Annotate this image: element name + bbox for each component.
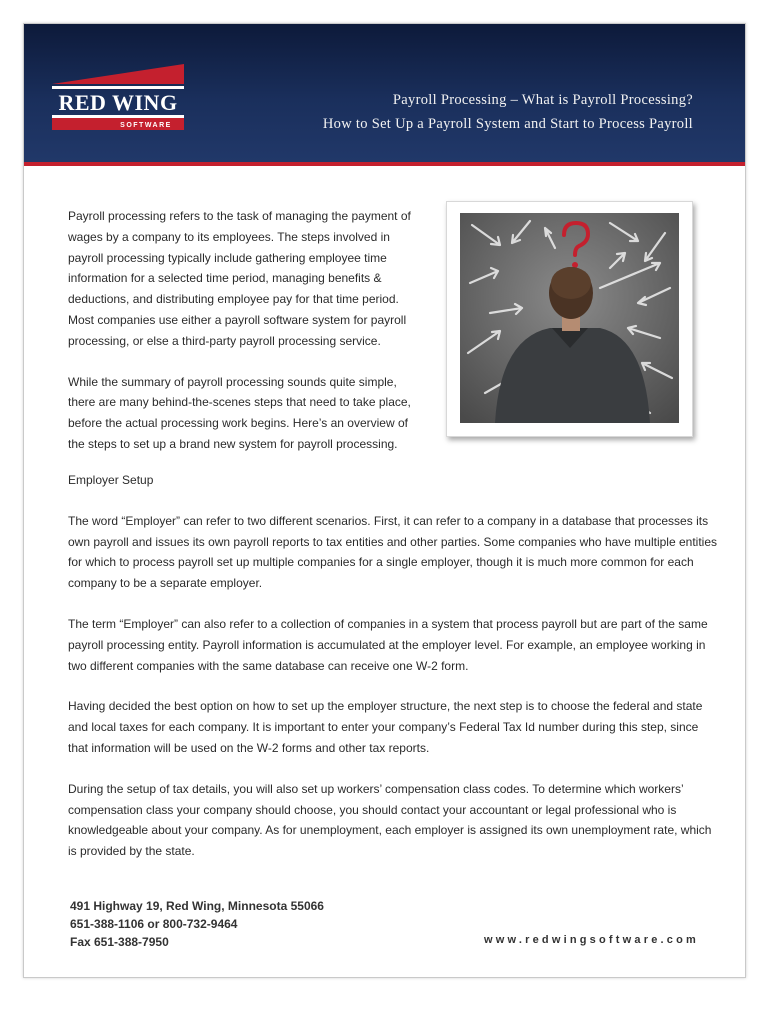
- footer-phone: 651-388-1106 or 800-732-9464: [70, 917, 238, 931]
- section-heading-employer-setup: Employer Setup: [68, 473, 154, 487]
- logo-sub: SOFTWARE: [120, 122, 172, 129]
- photo-frame: [446, 201, 693, 437]
- body-paragraph-1: The word “Employer” can refer to two different scenarios. First, it can refer to a company in a database that processes its own payroll and issues its own payroll reports to tax entities and other parties. Some companies who have multiple entities for which to process payroll set up multiple companies for a single employer, though it is much more common for each company to be a separate employer.: [68, 513, 718, 591]
- body-paragraph-3: Having decided the best option on how to set up the employer structure, the next step is to choose the federal and state and local taxes for each company. It is important to enter your company’s Federal Tax Id number during this step, since that information will be used on the W-2 forms and other tax reports.: [68, 699, 703, 755]
- red-wing-logo: [48, 56, 188, 132]
- main-content: [68, 470, 718, 882]
- intro-paragraph-2: While the summary of payroll processing sounds quite simple, there are many behind-the-scenes steps that need to take place, before the actual processing work begins. Here’s an overview of the steps to set up a brand new system for payroll processing.: [68, 374, 411, 451]
- footer-contact: [70, 897, 324, 951]
- logo-brand: RED WING: [58, 90, 178, 115]
- document-page: [23, 23, 746, 978]
- intro-section: [68, 206, 420, 475]
- logo-wing-shape: [52, 64, 184, 84]
- footer-fax: Fax 651-388-7950: [70, 935, 169, 949]
- body-paragraph-4: During the setup of tax details, you will also set up workers’ compensation class codes. To determine which workers’ compensation class your company should choose, you should contact your accountant or legal professional who is knowledgeable about your company. As for unemployment, each employer is assigned its own unemployment rate, which is provided by the state.: [68, 781, 712, 859]
- header-title-line2: How to Set Up a Payroll System and Start to Process Payroll: [322, 116, 693, 132]
- footer-address: 491 Highway 19, Red Wing, Minnesota 55066: [70, 899, 324, 913]
- body-paragraph-2: The term “Employer” can also refer to a collection of companies in a system that process payroll but are part of the same payroll processing entity. Payroll information is accumulated at the employer level. For example, an employee working in two different companies with the same database can receive one W-2 form.: [68, 616, 708, 673]
- intro-paragraph-1: Payroll processing refers to the task of managing the payment of wages by a company to its employees. The steps involved in payroll processing typically include gathering employee time information for a selected time period, managing benefits & deductions, and distributing employee pay for that time period. Most companies use either a payroll software system for payroll processing, or else a third-party payroll processing service.: [68, 209, 411, 348]
- header-red-stripe: [24, 162, 745, 166]
- logo-rule-top: [52, 86, 184, 89]
- businessman-question-photo: [460, 213, 679, 423]
- header-title-line1: Payroll Processing – What is Payroll Processing?: [392, 92, 693, 108]
- logo-rule-mid: [52, 115, 184, 118]
- header-banner: [24, 24, 745, 162]
- businessman-arrows-image: [460, 213, 679, 423]
- footer-website-link[interactable]: www.redwingsoftware.com: [484, 934, 699, 946]
- header-titles: [323, 88, 693, 136]
